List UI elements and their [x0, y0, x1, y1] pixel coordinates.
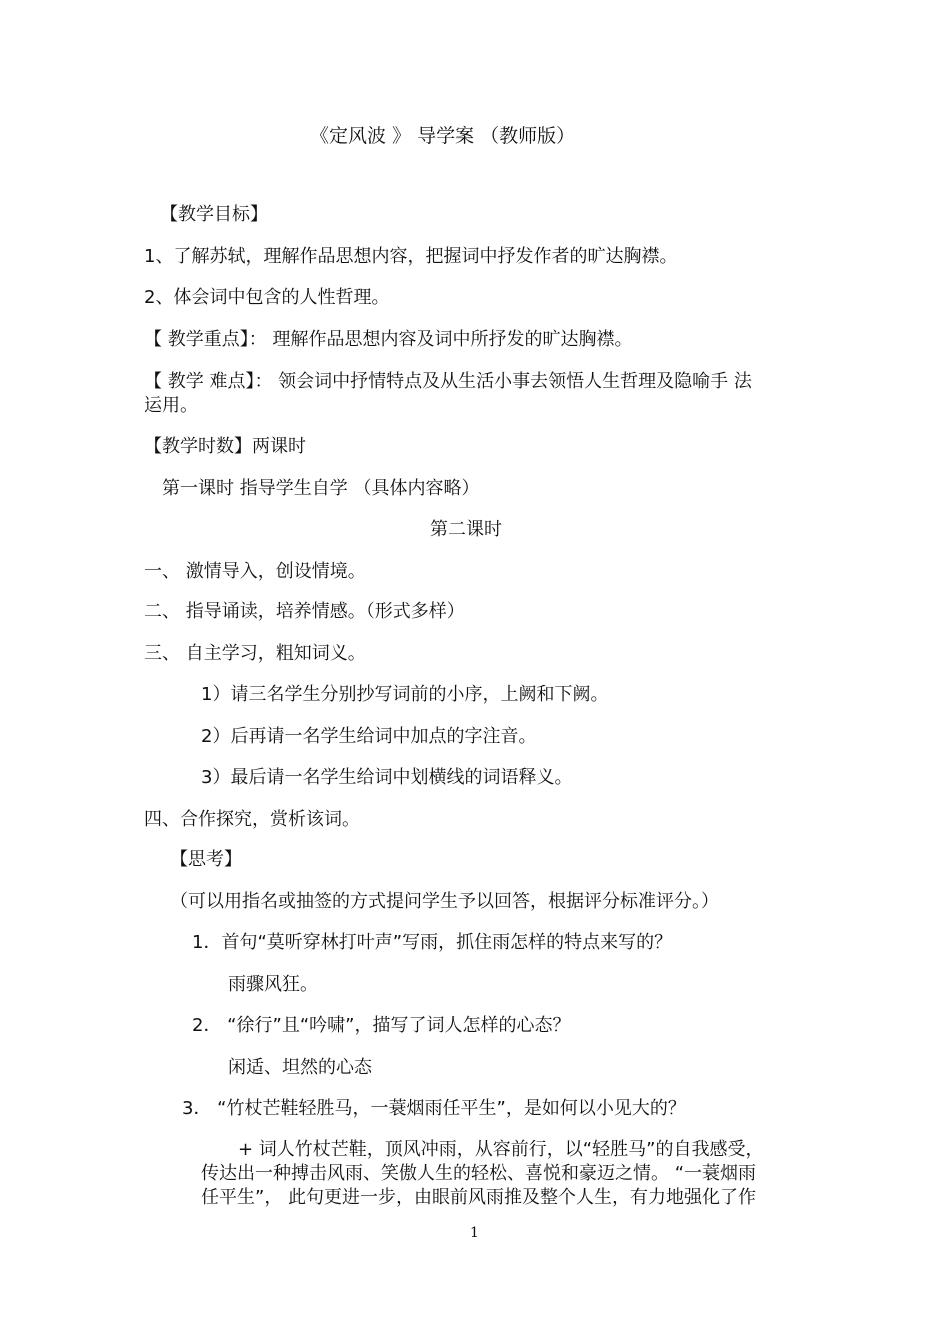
objective-item-1: 1、了解苏轼，理解作品思想内容，把握词中抒发作者的旷达胸襟。	[144, 246, 678, 267]
step-3: 三、 自主学习，粗知词义。	[144, 643, 366, 664]
answer-3-line-3: 任平生”， 此句更进一步，由眼前风雨推及整个人生，有力地强化了作	[201, 1187, 757, 1208]
teaching-hours: 【教学时数】两课时	[144, 436, 306, 457]
step-4: 四、合作探究，赏析该词。	[144, 809, 360, 830]
step-1: 一、 激情导入，创设情境。	[144, 561, 366, 582]
sub-step-3: 3）最后请一名学生给词中划横线的词语释义。	[201, 767, 573, 788]
difficulty-line-1: 【 教学 难点】： 领会词中抒情特点及从生活小事去领悟人生哲理及隐喻手 法	[144, 371, 752, 392]
question-3: 3． “竹杖芒鞋轻胜马，一蓑烟雨任平生”，是如何以小见大的？	[182, 1098, 686, 1119]
page-number: 1	[470, 1225, 479, 1241]
answer-2: 闲适、坦然的心态	[228, 1057, 372, 1078]
key-point: 【 教学重点】： 理解作品思想内容及词中所抒发的旷达胸襟。	[144, 329, 633, 350]
lesson-two-heading: 第二课时	[430, 519, 502, 540]
step-2: 二、 指导诵读，培养情感。（形式多样）	[144, 601, 465, 622]
answer-3-line-1: + 词人竹杖芒鞋，顶风冲雨，从容前行，以“轻胜马”的自我感受，	[238, 1139, 764, 1160]
difficulty-line-2: 运用。	[144, 395, 198, 416]
lesson-one: 第一课时 指导学生自学 （具体内容略）	[162, 478, 480, 499]
document-title: 《定风波 》 导学案 （教师版）	[310, 125, 576, 147]
objectives-heading: 【教学目标】	[160, 204, 268, 225]
sub-step-1: 1）请三名学生分别抄写词前的小序，上阙和下阙。	[201, 684, 609, 705]
sub-step-2: 2）后再请一名学生给词中加点的字注音。	[201, 726, 537, 747]
think-note: （可以用指名或抽签的方式提问学生予以回答，根据评分标准评分。）	[170, 891, 719, 912]
question-2: 2． “徐行”且“吟啸”，描写了词人怎样的心态？	[192, 1015, 571, 1036]
answer-3-line-2: 传达出一种搏击风雨、笑傲人生的轻松、喜悦和豪迈之情。 “一蓑烟雨	[201, 1163, 757, 1184]
objective-item-2: 2、体会词中包含的人性哲理。	[144, 287, 390, 308]
question-1: 1．首句“莫听穿林打叶声”写雨，抓住雨怎样的特点来写的？	[192, 932, 673, 953]
think-heading: 【思考】	[170, 849, 242, 870]
answer-1: 雨骤风狂。	[228, 974, 318, 995]
